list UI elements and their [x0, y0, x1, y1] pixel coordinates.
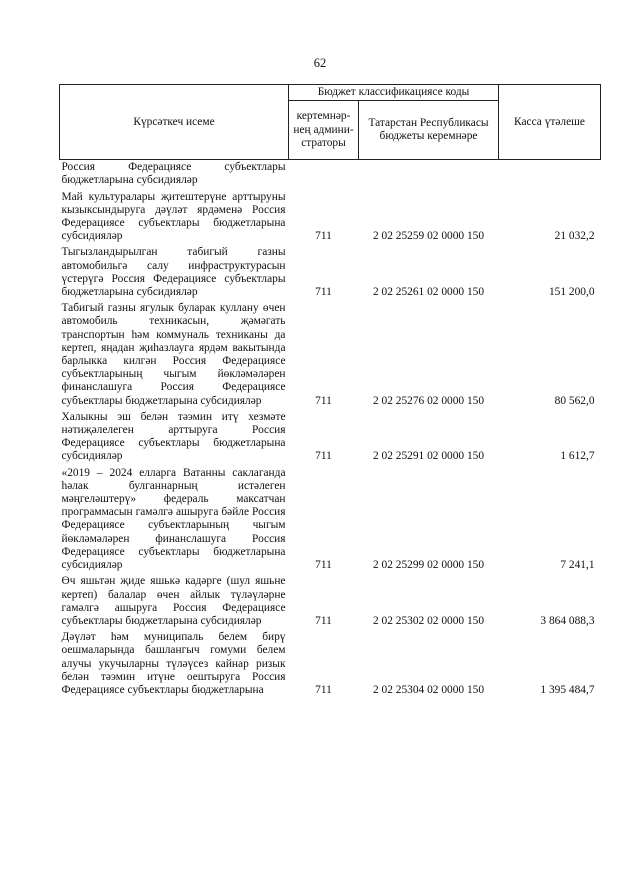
- row-amount: 7 241,1: [560, 559, 595, 572]
- table-row: [60, 466, 601, 575]
- row-code: 2 02 25291 02 0000 150: [372, 450, 485, 463]
- header-revenue-administrator: кертемнәр-нең админи-страторы: [289, 101, 359, 160]
- table-row: [60, 574, 601, 630]
- row-code: 2 02 25302 02 0000 150: [372, 614, 485, 627]
- row-code: 2 02 25304 02 0000 150: [372, 683, 485, 696]
- budget-revenue-table: [59, 84, 601, 699]
- table-body: [60, 160, 601, 699]
- row-amount: 1 612,7: [560, 450, 595, 463]
- table-row: [60, 301, 601, 410]
- row-code: 2 02 25299 02 0000 150: [372, 559, 485, 572]
- table-row: [60, 160, 601, 190]
- header-tatarstan-revenue: Татарстан Республикасы бюджеты керемнәре: [359, 101, 499, 160]
- row-admin: 711: [315, 286, 332, 299]
- row-amount: 1 395 484,7: [540, 683, 595, 696]
- row-amount: 21 032,2: [554, 230, 595, 243]
- row-code: 2 02 25259 02 0000 150: [372, 230, 485, 243]
- row-amount: [499, 160, 601, 190]
- table-row: [60, 245, 601, 301]
- row-admin: [289, 160, 359, 190]
- row-name: Өч яшьтән җиде яшькә кадәрге (шул яшьне кертеп) балалар өчен айлык түләүләрне гамәлгә ашыруга Россия Федерациясе субъектлары бюджетларына субсидияләр: [61, 575, 286, 627]
- row-admin: 711: [315, 450, 332, 463]
- row-code: 2 02 25261 02 0000 150: [372, 286, 485, 299]
- table-row: [60, 190, 601, 246]
- row-name: Май культуралары җитештерүне арттыруны кызыксындыруга дәүләт ярдәменә Россия Федерациясе субъектлары бюджетларына субсидияләр: [61, 190, 286, 243]
- page-number: 62: [313, 56, 327, 70]
- row-admin: 711: [315, 683, 332, 696]
- row-name: «2019 – 2024 елларга Ватанны саклаганда һәлак булганнарның истәлеген мәңгеләштерү» федераль максатчан программасын гамәлгә ашыруга бәйле Россия Федерациясе субъектларының чыгым йөкләмәләрен финанслашуга Россия Федерациясе субъектлары бюджетларына субсидияләр: [61, 466, 286, 572]
- row-admin: 711: [315, 559, 332, 572]
- row-admin: 711: [315, 230, 332, 243]
- row-name: Халыкны эш белән тәэмин итү хезмәте нәтиҗәлелеген арттыруга Россия Федерациясе субъектлары бюджетларына субсидияләр: [61, 410, 286, 463]
- row-name: Россия Федерациясе субъектлары бюджетларына субсидияләр: [61, 161, 286, 187]
- row-code: [359, 160, 499, 190]
- row-amount: 151 200,0: [548, 286, 595, 299]
- row-code: 2 02 25276 02 0000 150: [372, 394, 485, 407]
- header-budget-classification: Бюджет классификациясе коды: [289, 85, 499, 101]
- row-admin: 711: [315, 394, 332, 407]
- table-row: [60, 630, 601, 699]
- table-header: [60, 85, 601, 160]
- header-indicator-name: Күрсәткеч исеме: [60, 85, 289, 160]
- row-amount: 80 562,0: [554, 394, 595, 407]
- row-name: Дәүләт һәм муниципаль белем бирү оешмаларында башлангыч гомуми белем алучы укучыларны түләүсез кайнар ризык белән тәэмин итүне оештыруга Россия Федерациясе субъектлары бюджетларына: [61, 631, 286, 696]
- row-name: Тыгызландырылган табигый газны автомобильгә салу инфраструктурасын үстерүгә Россия Федерациясе субъектлары бюджетларына субсидияләр: [61, 246, 286, 299]
- row-admin: 711: [315, 614, 332, 627]
- row-amount: 3 864 088,3: [540, 614, 595, 627]
- header-cash-execution: Касса үтәлеше: [499, 85, 601, 160]
- table-row: [60, 410, 601, 466]
- row-name: Табигый газны ягулык буларак куллану өчен автомобиль техникасын, җәмәгать транспортын һәм коммуналь техниканы да кертеп, яңадан җиһазлауга ярдәм вакытында барлыкка килгән Россия Федерациясе субъектларының чыгым йөкләмәләрен финанслашуга Россия Федерациясе субъектлары бюджетларына субсидияләр: [61, 302, 286, 407]
